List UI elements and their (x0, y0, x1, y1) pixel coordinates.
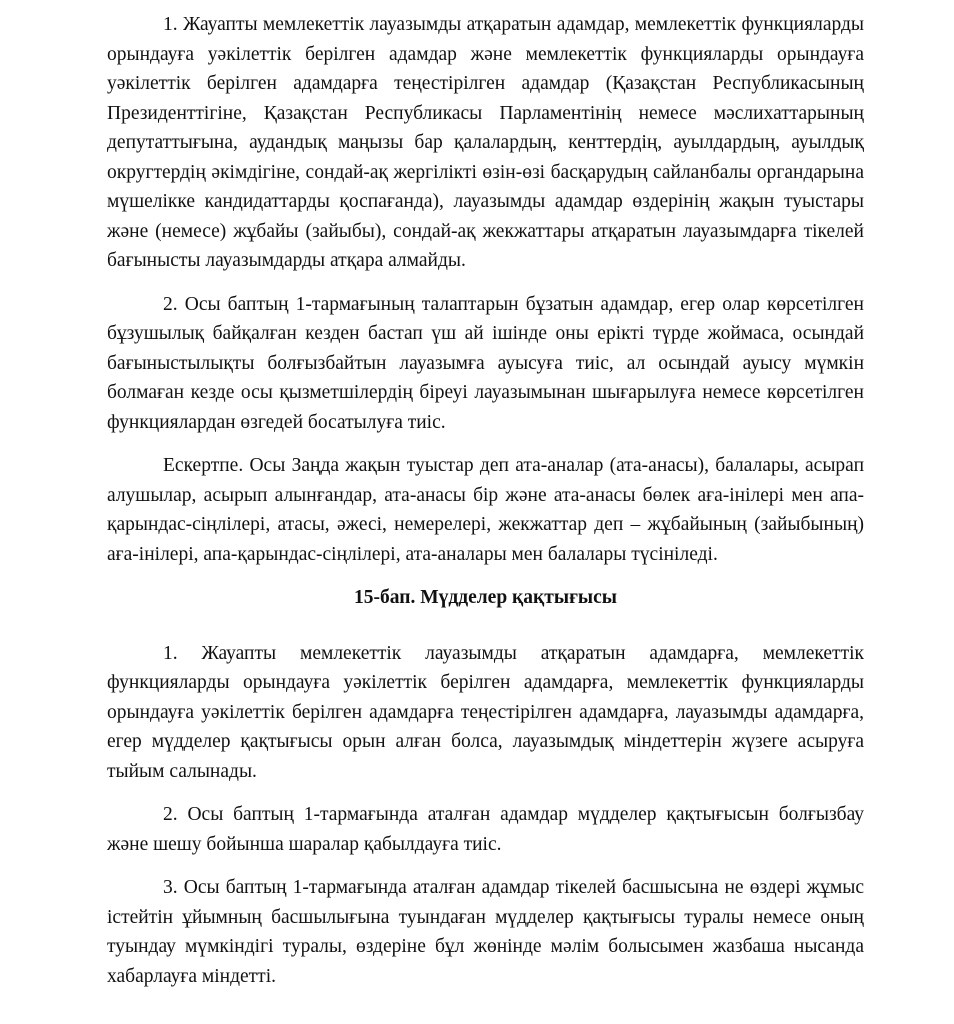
article14-note: Ескертпе. Осы Заңда жақын туыстар деп ата-аналар (ата-анасы), балалары, асырап алушылар, асырып алынғандар, ата-анасы бір және ата-анасы бөлек аға-інілері мен апа-қарындас-сіңлілері, атасы, әжесі, немерелері, жекжаттар деп – жұбайының (зайыбының) аға-інілері, апа-қарындас-сіңлілері, ата-аналары мен балалары түсініледі. (107, 455, 864, 565)
article15-heading: 15-бап. Мүдделер қақтығысы (353, 587, 618, 608)
article15-paragraph-3: 3. Осы баптың 1-тармағында аталған адамдар тікелей басшысына не өздері жұмыс істейтін ұйымның басшылығына туындаған мүдделер қақтығысы туралы немесе оның туындау мүмкіндігі туралы, өздеріне бұл жөнінде мәлім болысымен жазбаша нысанда хабарлауға міндетті. (107, 877, 864, 987)
article14-paragraph-1: 1. Жауапты мемлекеттік лауазымды атқаратын адамдар, мемлекеттік функцияларды орындауға уәкілеттік берілген адамдар және мемлекеттік функцияларды орындауға уәкілеттік берілген адамдарға теңестірілген адамдар (Қазақстан Республикасының Президенттігіне, Қазақстан Республикасы Парламентінің немесе мәслихаттарының депутаттығына, аудандық маңызы бар қалалардың, кенттердің, ауылдардың, ауылдық округтердің әкімдігіне, сондай-ақ жергілікті өзін-өзі басқарудың сайланбалы органдарына мүшелікке кандидаттарды қоспағанда), лауазымды адамдар өздерінің жақын туыстары және (немесе) жұбайы (зайыбы), сондай-ақ жекжаттары атқаратын лауазымдарға тікелей бағынысты лауазымдарды атқара алмайды. (107, 14, 864, 271)
article14-paragraph-2: 2. Осы баптың 1-тармағының талаптарын бұзатын адамдар, егер олар көрсетілген бұзушылық байқалған кезден бастап үш ай ішінде оны ерікті түрде жоймаса, осындай бағыныстылықты болғызбайтын лауазымға ауысуға тиіс, ал осындай ауысу мүмкін болмаған кезде осы қызметшілердің біреуі лауазымынан шығарылуға немесе көрсетілген функциялардан өзгедей босатылуға тиіс. (107, 293, 864, 433)
article15-paragraph-1: 1. Жауапты мемлекеттік лауазымды атқаратын адамдарға, мемлекеттік функцияларды орындауға уәкілеттік берілген адамдарға, мемлекеттік функцияларды орындауға уәкілеттік берілген адамдарға теңестірілген адамдарға, лауазымды адамдарға, егер мүдделер қақтығысы орын алған болса, лауазымдық міндеттерін жүзеге асыруға тыйым салынады. (107, 642, 864, 782)
document-page (107, 10, 864, 1005)
article15-paragraph-2: 2. Осы баптың 1-тармағында аталған адамдар мүдделер қақтығысын болғызбау және шешу бойынша шаралар қабылдауға тиіс. (107, 804, 864, 855)
